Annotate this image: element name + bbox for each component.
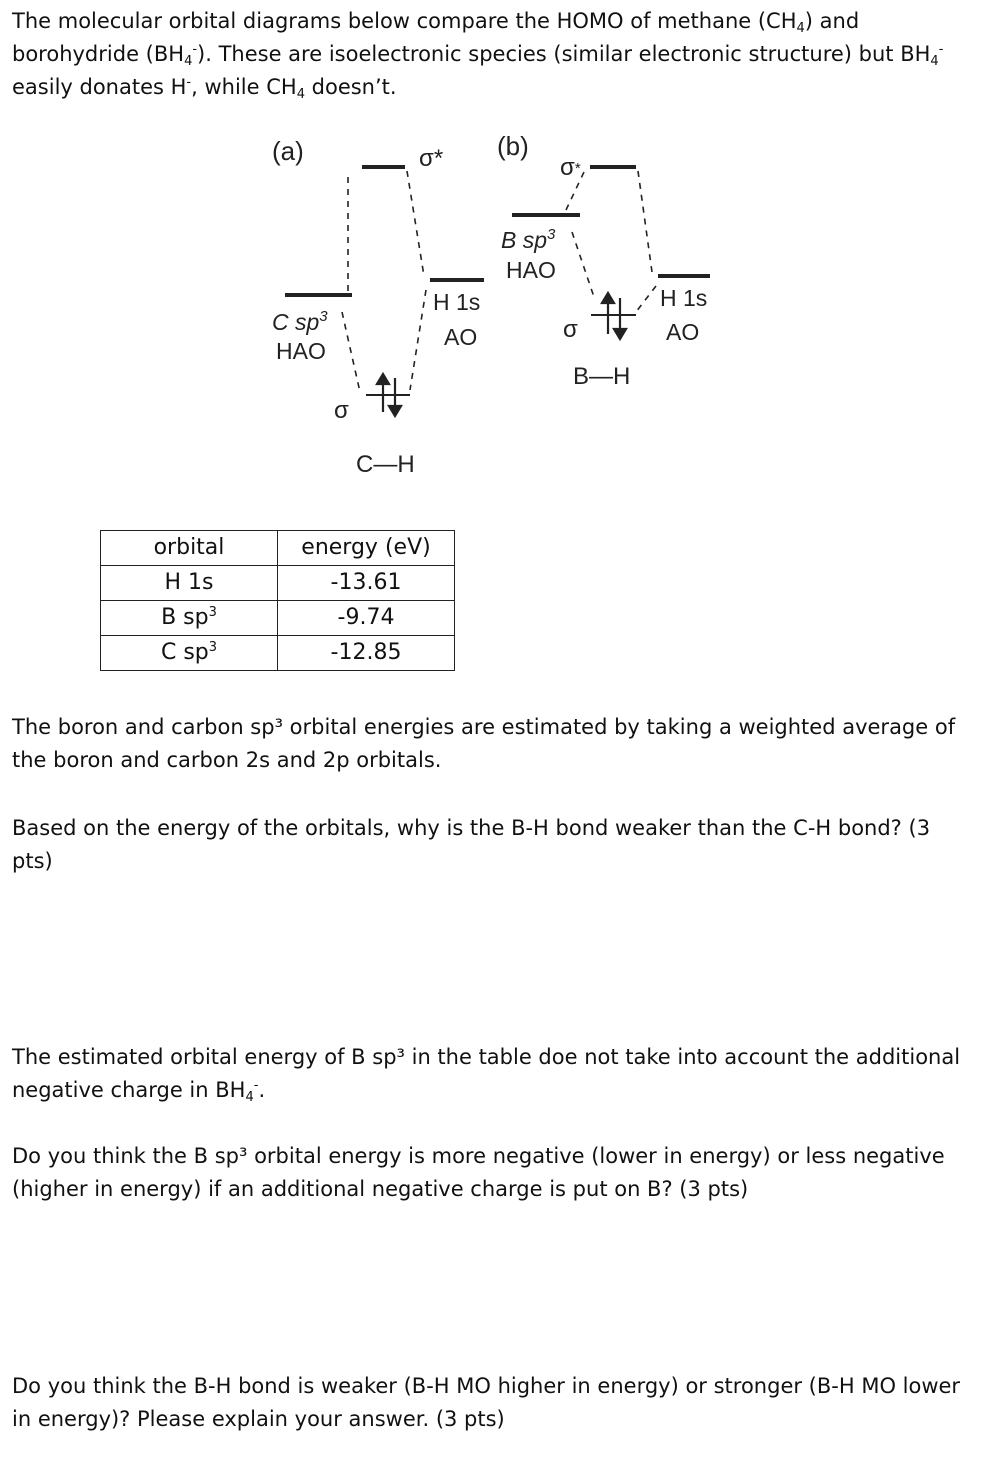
question-3: Do you think the B-H bond is weaker (B-H MO higher in energy) or stronger (B-H MO lower in energy)? Please explain your answer. (3 pts) (12, 1374, 961, 1431)
diagram-b-dash-sigmastar-h1s (638, 171, 652, 272)
diagram-a-bond-label: C—H (356, 451, 415, 478)
table-row (101, 601, 455, 636)
table-header-energy: energy (eV) (278, 531, 455, 566)
table-row (101, 566, 455, 601)
table-cell-orbital: C $sp^3$ (101, 636, 278, 671)
question-1: Based on the energy of the orbitals, why is the B-H bond weaker than the C-H bond? (3 pts) (12, 816, 931, 873)
estimate-paragraph: The boron and carbon sp³ orbital energies are estimated by taking a weighted average of the boron and carbon 2s and 2p orbitals. (12, 715, 956, 772)
intro-paragraph: The molecular orbital diagrams below compare the HOMO of methane $(CH_4)$ and borohydride $(BH_4^-)$. These are isoelectronic species (similar electronic structure) but $BH_4^-$ easily donates H-, while $CH_4$ doesn’t. (12, 9, 944, 102)
diagram-a-dash-csp3-sigma (342, 312, 360, 392)
diagram-b-ao-label: AO (666, 319, 700, 345)
table-cell-energy: -13.61 (278, 566, 455, 601)
diagram-b-sigma-star-label: σ* (560, 154, 581, 181)
mo-diagrams (0, 0, 982, 500)
table-header-orbital: orbital (101, 531, 278, 566)
diagram-b-b-sp3-label: B $sp^3$ (501, 226, 556, 253)
diagram-b-sigma-label: σ (563, 316, 578, 343)
diagram-b-hao-label: HAO (506, 257, 556, 283)
diagram-a-c-sp3-label: C $sp^3$ (272, 308, 328, 335)
diagram-b-dash-h1s-sigma (636, 286, 656, 312)
table-cell-energy: -9.74 (278, 601, 455, 636)
diagram-a-ao-label: AO (444, 324, 478, 350)
diagram-a-h1s-label: H 1s (433, 289, 481, 315)
diagram-b-panel-label: (b) (497, 131, 529, 161)
table-cell-orbital: B $sp^3$ (101, 601, 278, 636)
table-cell-energy: -12.85 (278, 636, 455, 671)
table-row (101, 636, 455, 671)
table-cell-orbital: H 1s (101, 566, 278, 601)
diagram-a-sigma-label: σ (334, 397, 349, 424)
diagram-a-dash-sigmastar-h1s (407, 171, 424, 276)
table-header-row (101, 531, 455, 566)
orbital-energy-table (100, 530, 455, 671)
question-2: Do you think the B sp³ orbital energy is more negative (lower in energy) or less negative (higher in energy) if an additional negative charge is put on B? (3 pts) (12, 1144, 945, 1201)
diagram-b (497, 131, 710, 390)
note-negative-charge: The estimated orbital energy of B sp³ in the table doe not take into account the additional negative charge in $BH_4^-$. (12, 1045, 961, 1105)
diagram-b-dash-bsp3-sigma (572, 232, 595, 300)
diagram-b-bond-label: B—H (573, 363, 631, 390)
diagram-a-sigma-star-label: σ* (419, 145, 444, 172)
diagram-a-hao-label: HAO (276, 338, 326, 364)
diagram-a-panel-label: (a) (272, 136, 304, 166)
diagram-a (272, 136, 484, 478)
diagram-b-h1s-label: H 1s (660, 285, 708, 311)
diagram-a-dash-h1s-sigma (410, 290, 426, 390)
